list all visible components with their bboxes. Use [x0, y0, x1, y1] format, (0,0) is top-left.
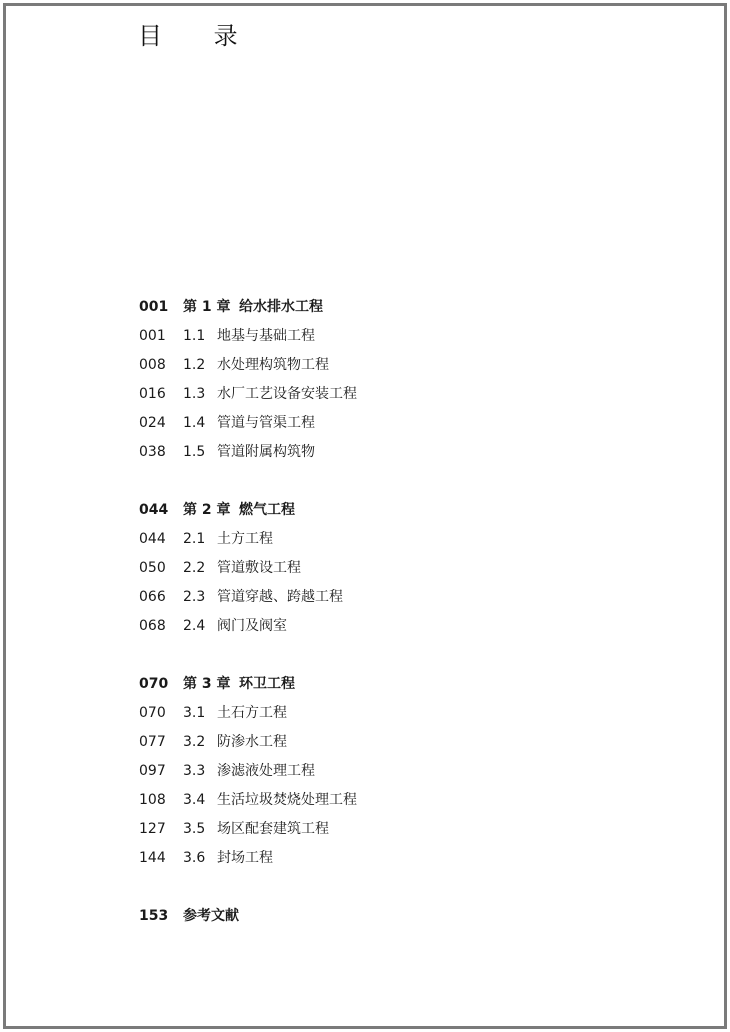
toc-chapter-label: 第 3 章: [183, 676, 231, 692]
toc-section-title: 管道附属构筑物: [217, 444, 315, 460]
toc-page-number: 008: [139, 357, 166, 373]
toc-chapter-entry[interactable]: [139, 673, 559, 702]
toc-page-number: 001: [139, 299, 169, 315]
toc-section-title: 土石方工程: [217, 705, 287, 721]
toc-section-title: 管道敷设工程: [217, 560, 301, 576]
toc-page-number: 038: [139, 444, 166, 460]
toc-section-number: 3.3: [183, 763, 206, 779]
toc-section-title: 渗滤液处理工程: [217, 763, 315, 779]
toc-references-title: 参考文献: [183, 908, 239, 924]
toc-section-title: 土方工程: [217, 531, 273, 547]
toc-section-entry[interactable]: [139, 325, 559, 354]
toc-section-title: 场区配套建筑工程: [217, 821, 329, 837]
toc-page-number: 077: [139, 734, 166, 750]
toc-section-number: 3.6: [183, 850, 206, 866]
toc-section-entry[interactable]: [139, 789, 559, 818]
toc-page-number: 097: [139, 763, 166, 779]
toc-page-number: 108: [139, 792, 166, 808]
toc-page-number: 044: [139, 502, 169, 518]
toc-section-number: 3.2: [183, 734, 206, 750]
page-title: 目 录: [138, 22, 260, 50]
toc-section-entry[interactable]: [139, 702, 559, 731]
toc-section-title: 管道与管渠工程: [217, 415, 315, 431]
toc-section-entry[interactable]: [139, 586, 559, 615]
toc-section-entry[interactable]: [139, 760, 559, 789]
toc-page-number: 044: [139, 531, 166, 547]
toc-section-entry[interactable]: [139, 528, 559, 557]
toc-section-title: 阀门及阀室: [217, 618, 287, 634]
toc-page-number: 144: [139, 850, 166, 866]
references-group: [139, 905, 559, 934]
toc-section-title: 地基与基础工程: [217, 328, 315, 344]
toc-page-number: 127: [139, 821, 166, 837]
toc-section-entry[interactable]: [139, 441, 559, 470]
toc-section-entry[interactable]: [139, 818, 559, 847]
toc-section-number: 1.4: [183, 415, 206, 431]
toc-chapter-title: 环卫工程: [239, 676, 295, 692]
toc-chapter-label: 第 2 章: [183, 502, 231, 518]
toc-page-number: 016: [139, 386, 166, 402]
toc-section-number: 3.5: [183, 821, 206, 837]
chapter-group-3: [139, 673, 559, 876]
toc-chapter-title: 燃气工程: [239, 502, 295, 518]
toc-page-number: 001: [139, 328, 166, 344]
toc-section-entry[interactable]: [139, 731, 559, 760]
toc-section-entry[interactable]: [139, 354, 559, 383]
toc-chapter-entry[interactable]: [139, 296, 559, 325]
toc-section-entry[interactable]: [139, 557, 559, 586]
toc-section-title: 水厂工艺设备安装工程: [217, 386, 357, 402]
toc-section-number: 3.1: [183, 705, 206, 721]
toc-section-title: 封场工程: [217, 850, 273, 866]
toc-page-number: 068: [139, 618, 166, 634]
toc-section-entry[interactable]: [139, 615, 559, 644]
toc-section-entry[interactable]: [139, 412, 559, 441]
toc-section-number: 2.2: [183, 560, 206, 576]
toc-chapter-entry[interactable]: [139, 499, 559, 528]
toc-page-number: 070: [139, 676, 169, 692]
toc-section-number: 1.2: [183, 357, 206, 373]
toc-references-entry[interactable]: [139, 905, 559, 934]
toc-page-number: 066: [139, 589, 166, 605]
toc-section-number: 1.5: [183, 444, 206, 460]
toc-section-title: 水处理构筑物工程: [217, 357, 329, 373]
toc-section-number: 3.4: [183, 792, 206, 808]
chapter-group-1: [139, 296, 559, 470]
toc-page-number: 024: [139, 415, 166, 431]
toc-section-number: 1.3: [183, 386, 206, 402]
toc-page-number: 050: [139, 560, 166, 576]
toc-section-entry[interactable]: [139, 383, 559, 412]
toc-section-title: 管道穿越、跨越工程: [217, 589, 343, 605]
toc-section-number: 1.1: [183, 328, 206, 344]
toc-chapter-title: 给水排水工程: [239, 299, 323, 315]
toc-section-entry[interactable]: [139, 847, 559, 876]
toc-section-number: 2.3: [183, 589, 206, 605]
toc-section-number: 2.4: [183, 618, 206, 634]
table-of-contents: [139, 296, 559, 963]
toc-page-number: 070: [139, 705, 166, 721]
toc-section-title: 生活垃圾焚烧处理工程: [217, 792, 357, 808]
toc-section-number: 2.1: [183, 531, 206, 547]
toc-chapter-label: 第 1 章: [183, 299, 231, 315]
chapter-group-2: [139, 499, 559, 644]
toc-page-number: 153: [139, 908, 169, 924]
toc-section-title: 防渗水工程: [217, 734, 287, 750]
